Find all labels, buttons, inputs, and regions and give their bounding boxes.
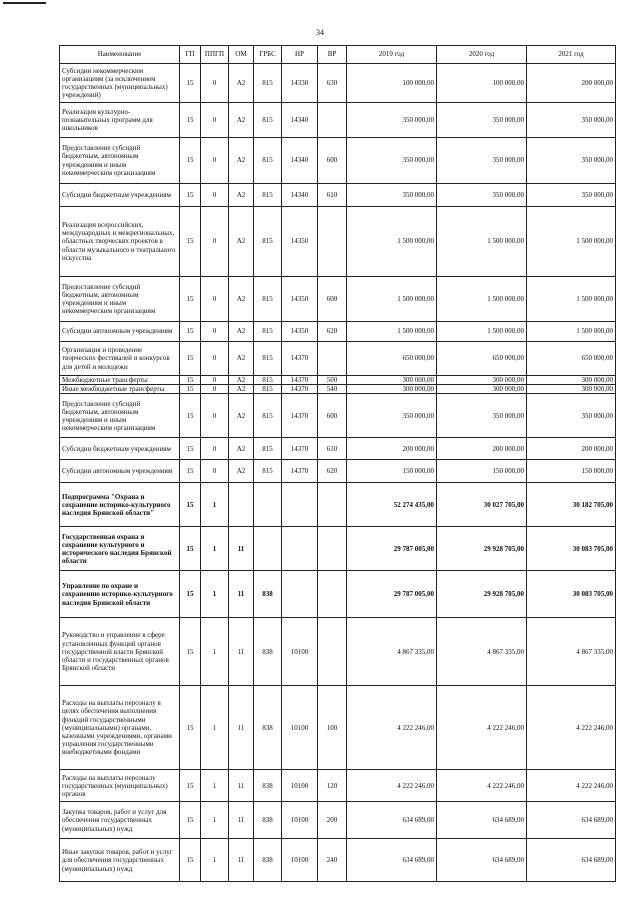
cell-2020: 350 000,00 — [437, 103, 527, 138]
cell-om: 11 — [229, 802, 254, 839]
cell-2021: 300 000,00 — [527, 385, 616, 394]
cell-grbs: 838 — [254, 770, 282, 802]
cell-nr: 14370 — [282, 460, 318, 483]
col-header: ППГП — [201, 46, 229, 64]
cell-2020: 300 000,00 — [437, 376, 527, 385]
cell-om: А2 — [229, 138, 254, 184]
table-row — [60, 571, 616, 618]
cell-om: А2 — [229, 277, 254, 322]
row-name: Реализация культурно-познавательных программ для школьников — [60, 103, 180, 138]
cell-ppgp: 0 — [201, 138, 229, 184]
cell-2019: 300 000,00 — [347, 385, 437, 394]
cell-om: 11 — [229, 571, 254, 618]
row-name: Управление по охране и сохранению историко-культурного наследия Брянской области — [60, 571, 180, 618]
cell-gp: 15 — [180, 483, 201, 527]
cell-2020: 29 928 705,00 — [437, 527, 527, 571]
cell-nr: 14340 — [282, 138, 318, 184]
cell-2021: 200 000,00 — [527, 64, 616, 103]
cell-grbs: 815 — [254, 322, 282, 342]
table-row — [60, 438, 616, 460]
cell-grbs: 838 — [254, 686, 282, 770]
cell-2019: 29 787 005,00 — [347, 527, 437, 571]
cell-gp: 15 — [180, 802, 201, 839]
table-row — [60, 483, 616, 527]
col-header: 2020 год — [437, 46, 527, 64]
col-header: 2021 год — [527, 46, 616, 64]
cell-om: 11 — [229, 618, 254, 686]
table-row — [60, 618, 616, 686]
col-header: ГП — [180, 46, 201, 64]
cell-vr — [318, 342, 347, 376]
cell-vr: 610 — [318, 184, 347, 207]
cell-vr: 600 — [318, 394, 347, 438]
cell-nr: 14370 — [282, 438, 318, 460]
cell-om: А2 — [229, 385, 254, 394]
cell-2021: 4 222 246,00 — [527, 686, 616, 770]
cell-grbs: 838 — [254, 839, 282, 882]
cell-nr: 14370 — [282, 394, 318, 438]
cell-gp: 15 — [180, 686, 201, 770]
cell-nr — [282, 527, 318, 571]
table-row — [60, 64, 616, 103]
cell-ppgp: 0 — [201, 342, 229, 376]
cell-grbs: 815 — [254, 438, 282, 460]
cell-nr: 10100 — [282, 839, 318, 882]
cell-vr: 100 — [318, 686, 347, 770]
cell-2021: 150 000,00 — [527, 460, 616, 483]
cell-nr: 14340 — [282, 184, 318, 207]
cell-grbs: 815 — [254, 184, 282, 207]
cell-2020: 29 928 705,00 — [437, 571, 527, 618]
cell-gp: 15 — [180, 385, 201, 394]
row-name: Расходы на выплаты персоналу в целях обеспечения выполнения функций государственными (муниципальными) органами, казенными учреждениями, органами управления государственными внебюджетными фондами — [60, 686, 180, 770]
row-name: Организация и проведение творческих фестивалей и конкурсов для детей и молодежи — [60, 342, 180, 376]
row-name: Субсидии бюджетным учреждениям — [60, 184, 180, 207]
cell-2020: 1 500 000,00 — [437, 277, 527, 322]
cell-2021: 30 083 705,00 — [527, 571, 616, 618]
cell-gp: 15 — [180, 460, 201, 483]
cell-nr: 14350 — [282, 322, 318, 342]
cell-nr: 14370 — [282, 376, 318, 385]
cell-vr: 540 — [318, 385, 347, 394]
table-row — [60, 277, 616, 322]
table-row — [60, 138, 616, 184]
cell-ppgp: 1 — [201, 802, 229, 839]
table-row — [60, 770, 616, 802]
cell-gp: 15 — [180, 839, 201, 882]
cell-2020: 1 500 000,00 — [437, 322, 527, 342]
cell-om: А2 — [229, 103, 254, 138]
cell-gp: 15 — [180, 438, 201, 460]
cell-gp: 15 — [180, 394, 201, 438]
cell-ppgp: 1 — [201, 483, 229, 527]
col-header: ВР — [318, 46, 347, 64]
header-row — [60, 46, 616, 64]
cell-om: 11 — [229, 686, 254, 770]
cell-vr — [318, 207, 347, 277]
cell-ppgp: 0 — [201, 385, 229, 394]
cell-2021: 30 083 705,00 — [527, 527, 616, 571]
cell-vr — [318, 571, 347, 618]
cell-2021: 350 000,00 — [527, 184, 616, 207]
cell-2019: 1 500 000,00 — [347, 207, 437, 277]
cell-om — [229, 483, 254, 527]
row-name: Руководство и управление в сфере установленных функций органов государственной власти Брянской области и государственных органов Брянской области — [60, 618, 180, 686]
cell-2020: 4 867 335,00 — [437, 618, 527, 686]
page-number: 34 — [316, 28, 324, 37]
row-name: Закупка товаров, работ и услуг для обеспечения государственных (муниципальных) нужд — [60, 802, 180, 839]
cell-2019: 634 689,00 — [347, 802, 437, 839]
row-name: Субсидии автономным учреждениям — [60, 460, 180, 483]
cell-2020: 4 222 246,00 — [437, 686, 527, 770]
cell-vr: 600 — [318, 138, 347, 184]
cell-2019: 1 500 000,00 — [347, 322, 437, 342]
cell-ppgp: 1 — [201, 527, 229, 571]
cell-2019: 350 000,00 — [347, 103, 437, 138]
cell-ppgp: 1 — [201, 839, 229, 882]
cell-om: А2 — [229, 184, 254, 207]
cell-grbs: 838 — [254, 618, 282, 686]
cell-grbs: 815 — [254, 64, 282, 103]
cell-grbs: 815 — [254, 376, 282, 385]
cell-om: А2 — [229, 394, 254, 438]
cell-2020: 350 000,00 — [437, 184, 527, 207]
cell-nr: 10100 — [282, 618, 318, 686]
cell-ppgp: 0 — [201, 394, 229, 438]
cell-om: 11 — [229, 770, 254, 802]
row-name: Субсидии бюджетным учреждениям — [60, 438, 180, 460]
cell-nr: 14370 — [282, 342, 318, 376]
cell-gp: 15 — [180, 138, 201, 184]
top-rule — [3, 2, 46, 4]
table-row — [60, 839, 616, 882]
table-row — [60, 184, 616, 207]
cell-ppgp: 0 — [201, 438, 229, 460]
cell-2019: 150 000,00 — [347, 460, 437, 483]
cell-nr: 10100 — [282, 686, 318, 770]
budget-table — [59, 45, 616, 882]
cell-vr — [318, 103, 347, 138]
cell-vr: 120 — [318, 770, 347, 802]
cell-gp: 15 — [180, 376, 201, 385]
cell-2019: 350 000,00 — [347, 394, 437, 438]
cell-vr: 500 — [318, 376, 347, 385]
cell-2021: 634 689,00 — [527, 839, 616, 882]
cell-ppgp: 0 — [201, 376, 229, 385]
cell-vr: 240 — [318, 839, 347, 882]
cell-gp: 15 — [180, 184, 201, 207]
cell-ppgp: 1 — [201, 618, 229, 686]
cell-2020: 150 000,00 — [437, 460, 527, 483]
cell-grbs: 815 — [254, 460, 282, 483]
cell-ppgp: 1 — [201, 571, 229, 618]
cell-nr: 10100 — [282, 770, 318, 802]
cell-om: А2 — [229, 64, 254, 103]
cell-2020: 100 000,00 — [437, 64, 527, 103]
cell-2019: 200 000,00 — [347, 438, 437, 460]
cell-nr — [282, 483, 318, 527]
table-row — [60, 460, 616, 483]
cell-om: А2 — [229, 376, 254, 385]
cell-2021: 1 500 000,00 — [527, 277, 616, 322]
cell-om: А2 — [229, 322, 254, 342]
table-row — [60, 376, 616, 385]
table-row — [60, 527, 616, 571]
cell-2021: 1 500 000,00 — [527, 207, 616, 277]
row-name: Реализация всероссийских, международных и межрегиональных, областных творческих проектов в области музыкального и театрального искусства — [60, 207, 180, 277]
cell-vr: 200 — [318, 802, 347, 839]
cell-2019: 350 000,00 — [347, 184, 437, 207]
row-name: Подпрограмма "Охрана и сохранение историко-культурного наследия Брянской области" — [60, 483, 180, 527]
cell-2021: 4 222 246,00 — [527, 770, 616, 802]
cell-2021: 30 182 705,00 — [527, 483, 616, 527]
cell-2019: 4 222 246,00 — [347, 686, 437, 770]
cell-2021: 1 500 000,00 — [527, 322, 616, 342]
cell-2021: 300 000,00 — [527, 376, 616, 385]
cell-grbs: 815 — [254, 103, 282, 138]
cell-2021: 350 000,00 — [527, 103, 616, 138]
cell-2020: 1 500 000,00 — [437, 207, 527, 277]
row-name: Расходы на выплаты персоналу государственных (муниципальных) органов — [60, 770, 180, 802]
cell-grbs: 838 — [254, 802, 282, 839]
cell-2019: 650 000,00 — [347, 342, 437, 376]
table-row — [60, 394, 616, 438]
cell-2020: 634 689,00 — [437, 802, 527, 839]
col-header: ОМ — [229, 46, 254, 64]
cell-grbs: 815 — [254, 394, 282, 438]
cell-nr: 14330 — [282, 64, 318, 103]
table-row — [60, 103, 616, 138]
cell-gp: 15 — [180, 571, 201, 618]
cell-2020: 200 000,00 — [437, 438, 527, 460]
cell-2021: 650 000,00 — [527, 342, 616, 376]
cell-2021: 200 000,00 — [527, 438, 616, 460]
cell-ppgp: 0 — [201, 460, 229, 483]
cell-2020: 30 027 705,00 — [437, 483, 527, 527]
cell-2020: 650 000,00 — [437, 342, 527, 376]
cell-2019: 1 500 000,00 — [347, 277, 437, 322]
row-name: Предоставление субсидий бюджетным, автономным учреждениям и иным некоммерческим организациям — [60, 138, 180, 184]
cell-nr — [282, 571, 318, 618]
cell-gp: 15 — [180, 64, 201, 103]
col-header: ГРБС — [254, 46, 282, 64]
cell-nr: 14340 — [282, 103, 318, 138]
cell-vr — [318, 527, 347, 571]
cell-vr: 620 — [318, 322, 347, 342]
row-name: Субсидии некоммерческим организациям (за исключением государственных (муниципальных) учреждений) — [60, 64, 180, 103]
cell-2019: 350 000,00 — [347, 138, 437, 184]
cell-2019: 29 787 005,00 — [347, 571, 437, 618]
cell-2021: 350 000,00 — [527, 394, 616, 438]
cell-2019: 4 867 335,00 — [347, 618, 437, 686]
cell-gp: 15 — [180, 277, 201, 322]
table-body — [60, 64, 616, 882]
col-header: Наименование — [60, 46, 180, 64]
cell-gp: 15 — [180, 342, 201, 376]
cell-grbs — [254, 483, 282, 527]
cell-gp: 15 — [180, 103, 201, 138]
cell-nr: 14370 — [282, 385, 318, 394]
table-row — [60, 342, 616, 376]
cell-ppgp: 0 — [201, 277, 229, 322]
cell-ppgp: 0 — [201, 103, 229, 138]
cell-ppgp: 1 — [201, 686, 229, 770]
cell-om: А2 — [229, 342, 254, 376]
cell-ppgp: 0 — [201, 184, 229, 207]
cell-vr — [318, 483, 347, 527]
cell-vr: 600 — [318, 277, 347, 322]
table-row — [60, 322, 616, 342]
cell-2019: 4 222 246,00 — [347, 770, 437, 802]
cell-2019: 100 000,00 — [347, 64, 437, 103]
cell-om: 11 — [229, 839, 254, 882]
cell-grbs: 815 — [254, 138, 282, 184]
cell-grbs: 838 — [254, 571, 282, 618]
cell-vr: 630 — [318, 64, 347, 103]
cell-nr: 14350 — [282, 277, 318, 322]
cell-grbs — [254, 527, 282, 571]
col-header: НР — [282, 46, 318, 64]
row-name: Иные закупки товаров, работ и услуг для обеспечения государственных (муниципальных) нужд — [60, 839, 180, 882]
cell-nr: 10100 — [282, 802, 318, 839]
cell-grbs: 815 — [254, 277, 282, 322]
cell-om: А2 — [229, 438, 254, 460]
cell-gp: 15 — [180, 618, 201, 686]
cell-2021: 350 000,00 — [527, 138, 616, 184]
cell-2020: 300 000,00 — [437, 385, 527, 394]
cell-grbs: 815 — [254, 207, 282, 277]
cell-nr: 14350 — [282, 207, 318, 277]
cell-2020: 350 000,00 — [437, 138, 527, 184]
cell-om: А2 — [229, 460, 254, 483]
table-row — [60, 385, 616, 394]
row-name: Субсидии автономным учреждениям — [60, 322, 180, 342]
cell-ppgp: 0 — [201, 64, 229, 103]
cell-gp: 15 — [180, 207, 201, 277]
table-row — [60, 207, 616, 277]
table-row — [60, 802, 616, 839]
cell-vr: 620 — [318, 460, 347, 483]
cell-2019: 300 000,00 — [347, 376, 437, 385]
row-name: Предоставление субсидий бюджетным, автономным учреждениям и иным некоммерческим организациям — [60, 277, 180, 322]
cell-om: 11 — [229, 527, 254, 571]
cell-om: А2 — [229, 207, 254, 277]
table-row — [60, 686, 616, 770]
cell-2020: 4 222 246,00 — [437, 770, 527, 802]
cell-gp: 15 — [180, 322, 201, 342]
cell-vr — [318, 618, 347, 686]
cell-2021: 4 867 335,00 — [527, 618, 616, 686]
col-header: 2019 год — [347, 46, 437, 64]
row-name: Государственная охрана и сохранение культурного и исторического наследия Брянской области — [60, 527, 180, 571]
row-name: Предоставление субсидий бюджетным, автономным учреждениям и иным некоммерческим организациям — [60, 394, 180, 438]
cell-ppgp: 1 — [201, 770, 229, 802]
cell-2020: 634 689,00 — [437, 839, 527, 882]
cell-2020: 350 000,00 — [437, 394, 527, 438]
cell-grbs: 815 — [254, 385, 282, 394]
cell-2019: 52 274 435,00 — [347, 483, 437, 527]
row-name: Межбюджетные трансферты — [60, 376, 180, 385]
cell-ppgp: 0 — [201, 207, 229, 277]
cell-gp: 15 — [180, 770, 201, 802]
cell-gp: 15 — [180, 527, 201, 571]
row-name: Иные межбюджетные трансферты — [60, 385, 180, 394]
cell-ppgp: 0 — [201, 322, 229, 342]
cell-2021: 634 689,00 — [527, 802, 616, 839]
cell-2019: 634 689,00 — [347, 839, 437, 882]
cell-vr: 610 — [318, 438, 347, 460]
cell-grbs: 815 — [254, 342, 282, 376]
